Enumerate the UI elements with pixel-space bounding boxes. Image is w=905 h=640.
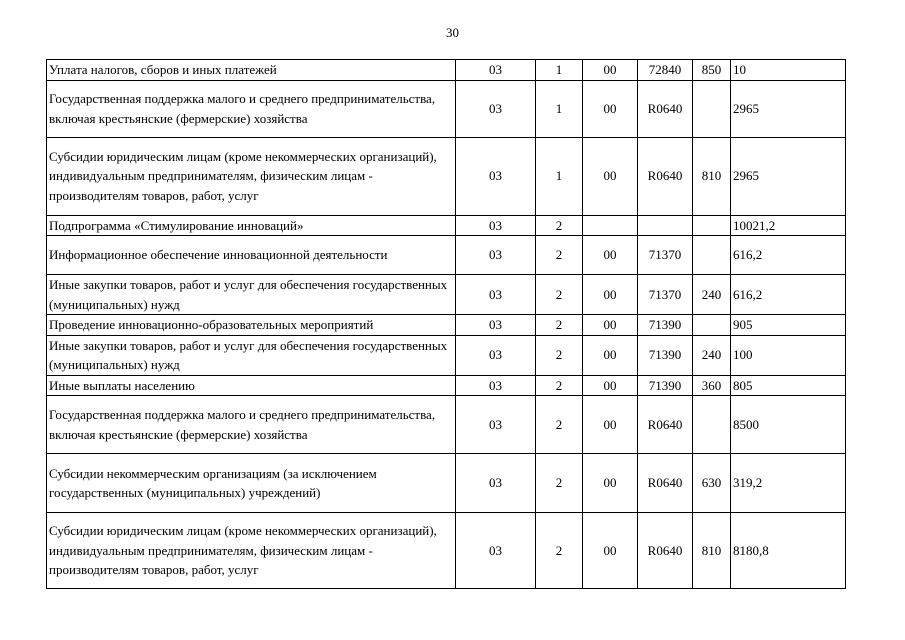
program-code-cell: 2 (536, 236, 583, 275)
row-name-cell: Субсидии некоммерческим организациям (за исключением государственных (муниципальных) учреждений) (47, 454, 456, 513)
row-name-cell: Субсидии юридическим лицам (кроме некоммерческих организаций), индивидуальным предпринимателям, физическим лицам - производителям товаров, работ, услуг (47, 513, 456, 589)
subprogram-code-cell (583, 215, 638, 236)
amount-cell: 319,2 (731, 454, 846, 513)
section-code-cell: 03 (456, 335, 536, 375)
article-code-cell: R0640 (638, 513, 693, 589)
subprogram-code-cell: 00 (583, 137, 638, 215)
table-row (47, 137, 846, 215)
article-code-cell: R0640 (638, 396, 693, 454)
row-name-cell: Иные выплаты населению (47, 375, 456, 396)
article-code-cell (638, 215, 693, 236)
article-code-cell: R0640 (638, 80, 693, 137)
amount-cell: 2965 (731, 80, 846, 137)
table-row (47, 236, 846, 275)
expense-type-cell (693, 236, 731, 275)
expense-type-cell (693, 396, 731, 454)
row-name-cell: Подпрограмма «Стимулирование инноваций» (47, 215, 456, 236)
page-number: 30 (446, 25, 459, 40)
expense-type-cell (693, 315, 731, 336)
table-row (47, 454, 846, 513)
expense-type-cell (693, 80, 731, 137)
subprogram-code-cell: 00 (583, 513, 638, 589)
subprogram-code-cell: 00 (583, 80, 638, 137)
subprogram-code-cell: 00 (583, 315, 638, 336)
expense-type-cell: 240 (693, 335, 731, 375)
section-code-cell: 03 (456, 60, 536, 81)
article-code-cell: 72840 (638, 60, 693, 81)
program-code-cell: 1 (536, 80, 583, 137)
subprogram-code-cell: 00 (583, 375, 638, 396)
table-row (47, 315, 846, 336)
section-code-cell: 03 (456, 275, 536, 315)
table-row (47, 513, 846, 589)
section-code-cell: 03 (456, 236, 536, 275)
amount-cell: 8180,8 (731, 513, 846, 589)
table-row (47, 335, 846, 375)
program-code-cell: 2 (536, 513, 583, 589)
article-code-cell: 71370 (638, 275, 693, 315)
amount-cell: 616,2 (731, 236, 846, 275)
article-code-cell: 71390 (638, 375, 693, 396)
article-code-cell: R0640 (638, 454, 693, 513)
row-name-cell: Проведение инновационно-образовательных мероприятий (47, 315, 456, 336)
program-code-cell: 2 (536, 315, 583, 336)
subprogram-code-cell: 00 (583, 275, 638, 315)
row-name-cell: Субсидии юридическим лицам (кроме некоммерческих организаций), индивидуальным предпринимателям, физическим лицам - производителям товаров, работ, услуг (47, 137, 456, 215)
table-row (47, 80, 846, 137)
table-row (47, 275, 846, 315)
table-row (47, 60, 846, 81)
expense-type-cell: 630 (693, 454, 731, 513)
section-code-cell: 03 (456, 215, 536, 236)
section-code-cell: 03 (456, 137, 536, 215)
expense-type-cell: 810 (693, 137, 731, 215)
section-code-cell: 03 (456, 454, 536, 513)
program-code-cell: 2 (536, 396, 583, 454)
amount-cell: 10021,2 (731, 215, 846, 236)
amount-cell: 8500 (731, 396, 846, 454)
row-name-cell: Уплата налогов, сборов и иных платежей (47, 60, 456, 81)
amount-cell: 905 (731, 315, 846, 336)
section-code-cell: 03 (456, 315, 536, 336)
program-code-cell: 2 (536, 335, 583, 375)
subprogram-code-cell: 00 (583, 396, 638, 454)
expense-type-cell: 360 (693, 375, 731, 396)
section-code-cell: 03 (456, 396, 536, 454)
article-code-cell: R0640 (638, 137, 693, 215)
program-code-cell: 2 (536, 454, 583, 513)
amount-cell: 100 (731, 335, 846, 375)
program-code-cell: 1 (536, 137, 583, 215)
amount-cell: 616,2 (731, 275, 846, 315)
article-code-cell: 71390 (638, 335, 693, 375)
table-row (47, 215, 846, 236)
section-code-cell: 03 (456, 513, 536, 589)
amount-cell: 805 (731, 375, 846, 396)
subprogram-code-cell: 00 (583, 236, 638, 275)
program-code-cell: 2 (536, 215, 583, 236)
program-code-cell: 2 (536, 275, 583, 315)
row-name-cell: Иные закупки товаров, работ и услуг для обеспечения государственных (муниципальных) нужд (47, 335, 456, 375)
row-name-cell: Государственная поддержка малого и среднего предпринимательства, включая крестьянские (фермерские) хозяйства (47, 80, 456, 137)
expense-type-cell: 850 (693, 60, 731, 81)
program-code-cell: 1 (536, 60, 583, 81)
section-code-cell: 03 (456, 80, 536, 137)
expense-type-cell: 240 (693, 275, 731, 315)
table-row (47, 375, 846, 396)
section-code-cell: 03 (456, 375, 536, 396)
expense-type-cell (693, 215, 731, 236)
subprogram-code-cell: 00 (583, 454, 638, 513)
amount-cell: 10 (731, 60, 846, 81)
program-code-cell: 2 (536, 375, 583, 396)
row-name-cell: Иные закупки товаров, работ и услуг для обеспечения государственных (муниципальных) нужд (47, 275, 456, 315)
article-code-cell: 71390 (638, 315, 693, 336)
budget-table (46, 59, 846, 589)
amount-cell: 2965 (731, 137, 846, 215)
row-name-cell: Информационное обеспечение инновационной деятельности (47, 236, 456, 275)
article-code-cell: 71370 (638, 236, 693, 275)
table-row (47, 396, 846, 454)
subprogram-code-cell: 00 (583, 335, 638, 375)
expense-type-cell: 810 (693, 513, 731, 589)
row-name-cell: Государственная поддержка малого и среднего предпринимательства, включая крестьянские (фермерские) хозяйства (47, 396, 456, 454)
subprogram-code-cell: 00 (583, 60, 638, 81)
